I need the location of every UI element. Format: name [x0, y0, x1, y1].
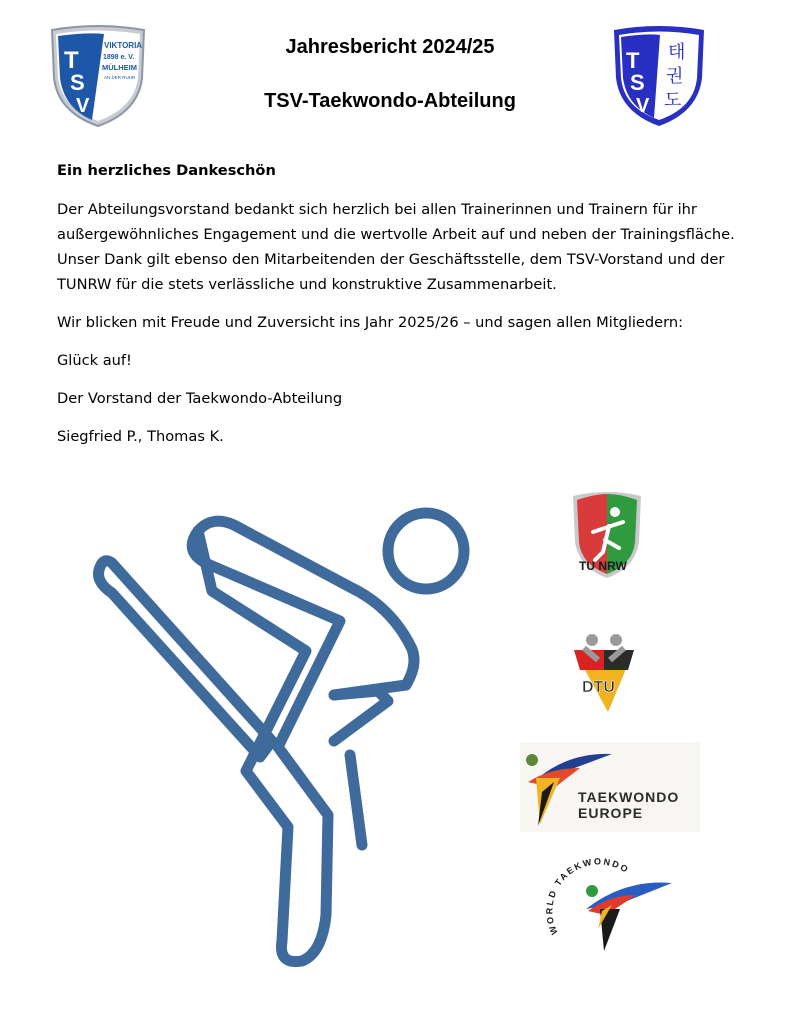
- page-subtitle: TSV-Taekwondo-Abteilung: [264, 90, 516, 112]
- world-taekwondo-logo-icon: [540, 855, 675, 955]
- crest-line-2: 1898 e. V.: [103, 54, 135, 61]
- crest-letter-s: S: [70, 70, 85, 95]
- tsv-taekwondo-crest-icon: [610, 24, 708, 128]
- signature-role: Der Vorstand der Taekwondo-Abteilung: [57, 390, 343, 407]
- taekwondo-europe-logo-icon: [520, 742, 700, 832]
- crest-line-1: VIKTORIA: [104, 41, 143, 50]
- crest-letter-t: T: [626, 48, 640, 73]
- crest-letter-t: T: [64, 47, 79, 74]
- signature-names: Siegfried P., Thomas K.: [57, 428, 224, 445]
- crest-korean-3: 도: [664, 90, 682, 111]
- crest-line-3: MÜLHEIM: [102, 63, 137, 72]
- crest-letter-v: V: [76, 95, 90, 117]
- tunrw-text: TU NRW: [579, 559, 627, 573]
- letter-body: [57, 158, 737, 462]
- crest-korean-1: 태: [668, 42, 686, 63]
- tsv-viktoria-crest-icon: [48, 24, 148, 128]
- outlook-paragraph: Wir blicken mit Freude und Zuversicht ins Jahr 2025/26 – und sagen allen Mitgliedern:: [57, 314, 684, 331]
- crest-line-4: AN DER RUHR: [104, 75, 136, 80]
- dtu-logo-icon: [568, 630, 640, 714]
- crest-korean-2: 권: [666, 66, 684, 87]
- page-title: Jahresbericht 2024/25: [285, 36, 495, 58]
- te-line-1: TAEKWONDO: [578, 789, 680, 805]
- crest-letter-s: S: [630, 70, 645, 95]
- dtu-text: DTU: [582, 679, 615, 696]
- wt-ring-text-path: WORLD TAEKWONDO: [544, 856, 632, 937]
- section-heading: Ein herzliches Dankeschön: [57, 162, 276, 179]
- thanks-paragraph: Der Abteilungsvorstand bedankt sich herzlich bei allen Trainerinnen und Trainern für ihr außergewöhnliches Engagement und die wertvolle Arbeit auf und neben der Trainingsfläche. Unser Dank gilt ebenso den Mitarbeitenden der Geschäftsstelle, dem TSV-Vorstand und der TUNRW für die stets verlässliche und konstruktive Zusammenarbeit.: [57, 201, 735, 293]
- crest-letter-v: V: [636, 95, 650, 117]
- te-line-2: EUROPE: [578, 805, 644, 821]
- greeting: Glück auf!: [57, 352, 132, 369]
- taekwondo-kick-figure-icon: [82, 495, 482, 975]
- tunrw-logo-icon: [565, 488, 649, 580]
